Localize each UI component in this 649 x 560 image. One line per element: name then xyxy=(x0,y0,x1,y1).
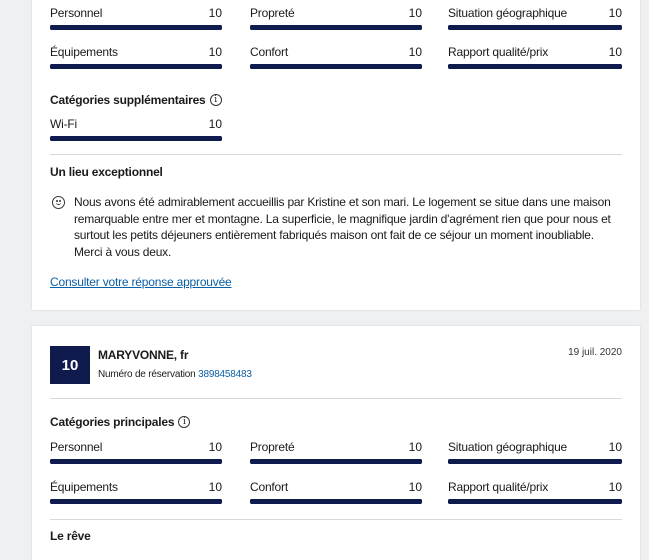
score-label: Situation géographique xyxy=(448,440,568,454)
score-bar xyxy=(250,499,422,504)
score-bar-fill xyxy=(448,64,622,69)
score-bar xyxy=(50,459,222,464)
review-text: Nous avons été admirablement accueillis par Kristine et son mari. Le logement se situe dans une maison remarquable entre mer et montagne. La superficie, le magnifique jardin d'agrément rien que pour nous et surtout les petits déjeuners entièrement fabriqués maison ont fait de ce séjour un moment inoubliable. Merci à vous deux. xyxy=(74,195,611,259)
score-bar-fill xyxy=(50,64,222,69)
score-value: 10 xyxy=(208,45,222,59)
score-bar xyxy=(250,459,422,464)
score-bar xyxy=(448,64,622,69)
review-card-2 xyxy=(32,326,640,560)
extra-scores-row xyxy=(50,117,622,151)
score-value: 10 xyxy=(208,117,222,131)
booking-label: Numéro de réservation xyxy=(98,369,196,380)
info-icon[interactable]: i xyxy=(178,416,190,428)
score-value: 10 xyxy=(608,6,622,20)
score-bar-fill xyxy=(448,459,622,464)
smiley-icon xyxy=(52,196,65,209)
section-title-text: Catégories principales xyxy=(50,415,175,429)
score-label: Propreté xyxy=(250,440,295,454)
booking-number-link[interactable]: 3898458483 xyxy=(198,369,252,380)
review-date: 19 juil. 2020 xyxy=(568,347,622,358)
score-bar-fill xyxy=(50,136,222,141)
score-bar xyxy=(50,499,222,504)
smiley-mouth xyxy=(56,202,61,205)
score-proprete xyxy=(250,6,422,40)
score-label: Confort xyxy=(250,480,288,494)
score-value: 10 xyxy=(208,6,222,20)
score-bar-fill xyxy=(250,499,422,504)
reviewer-name: MARYVONNE, fr xyxy=(98,348,189,362)
review-title xyxy=(50,529,91,543)
review-card-1 xyxy=(32,0,640,310)
score-bar-fill xyxy=(250,25,422,30)
score-value: 10 xyxy=(408,480,422,494)
score-bar-fill xyxy=(50,25,222,30)
score-bar xyxy=(448,499,622,504)
score-personnel xyxy=(50,6,222,40)
main-scores-row-2 xyxy=(50,480,622,514)
score-label: Propreté xyxy=(250,6,295,20)
score-value: 10 xyxy=(608,45,622,59)
score-bar xyxy=(50,64,222,69)
score-proprete xyxy=(250,440,422,474)
score-rapport-qualite-prix xyxy=(448,480,622,514)
main-scores-row-2 xyxy=(50,45,622,79)
review-title xyxy=(50,165,163,179)
score-label: Équipements xyxy=(50,480,118,494)
score-label: Personnel xyxy=(50,6,103,20)
score-bar-fill xyxy=(50,499,222,504)
score-label: Wi-Fi xyxy=(50,117,77,131)
score-bar-fill xyxy=(448,25,622,30)
score-bar-fill xyxy=(250,459,422,464)
divider xyxy=(50,154,622,155)
review-title-text: Un lieu exceptionnel xyxy=(50,165,163,179)
score-value: 10 xyxy=(408,45,422,59)
score-wifi xyxy=(50,117,222,151)
main-categories-title xyxy=(50,415,190,429)
score-value: 10 xyxy=(608,480,622,494)
score-equipements xyxy=(50,480,222,514)
info-icon[interactable]: i xyxy=(210,94,222,106)
score-confort xyxy=(250,480,422,514)
section-title-text: Catégories supplémentaires xyxy=(50,93,206,107)
score-bar-fill xyxy=(250,64,422,69)
review-score-badge: 10 xyxy=(50,346,90,384)
score-bar-fill xyxy=(50,459,222,464)
score-situation xyxy=(448,6,622,40)
score-label: Rapport qualité/prix xyxy=(448,480,549,494)
score-value: 10 xyxy=(408,6,422,20)
score-bar-fill xyxy=(448,499,622,504)
score-bar xyxy=(250,25,422,30)
score-bar xyxy=(448,459,622,464)
score-personnel xyxy=(50,440,222,474)
score-bar xyxy=(250,64,422,69)
score-label: Personnel xyxy=(50,440,103,454)
score-value: 10 xyxy=(208,480,222,494)
score-value: 10 xyxy=(208,440,222,454)
score-bar xyxy=(448,25,622,30)
divider xyxy=(50,398,622,399)
booking-info xyxy=(98,369,252,380)
view-response-link[interactable]: Consulter votre réponse approuvée xyxy=(50,275,232,289)
score-value: 10 xyxy=(408,440,422,454)
score-label: Situation géographique xyxy=(448,6,568,20)
main-scores-row-1 xyxy=(50,440,622,474)
score-equipements xyxy=(50,45,222,79)
score-confort xyxy=(250,45,422,79)
score-label: Équipements xyxy=(50,45,118,59)
score-rapport-qualite-prix xyxy=(448,45,622,79)
score-label: Rapport qualité/prix xyxy=(448,45,549,59)
score-situation xyxy=(448,440,622,474)
score-bar xyxy=(50,25,222,30)
review-title-text: Le rêve xyxy=(50,529,91,543)
extra-categories-title xyxy=(50,93,222,107)
divider xyxy=(50,519,622,520)
score-label: Confort xyxy=(250,45,288,59)
score-bar xyxy=(50,136,222,141)
main-scores-row-1 xyxy=(50,6,622,40)
score-value: 10 xyxy=(608,440,622,454)
